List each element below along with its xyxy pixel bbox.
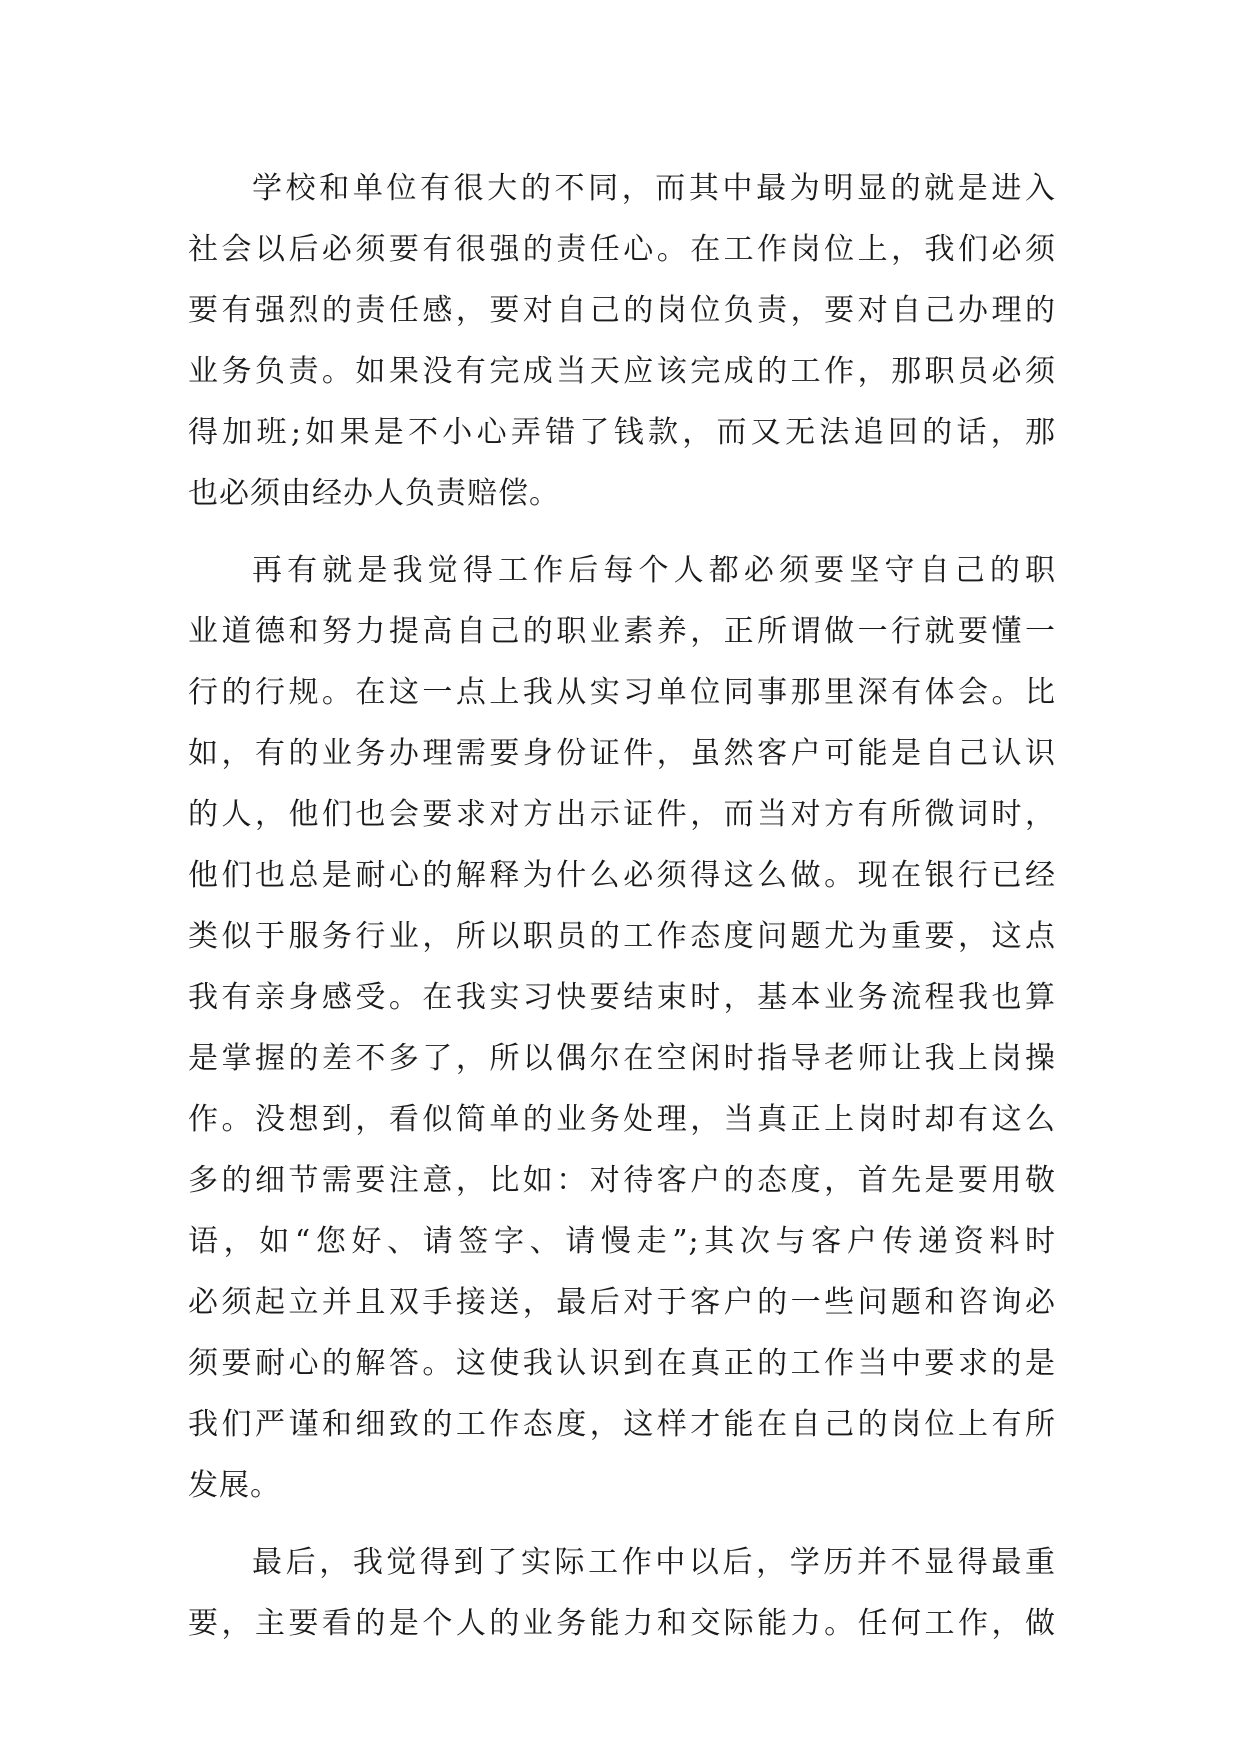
paragraph-spacing [188, 1516, 1056, 1532]
paragraph-line: 多的细节需要注意，比如：对待客户的态度，首先是要用敬 [188, 1163, 1056, 1198]
paragraph-line: 如，有的业务办理需要身份证件，虽然客户可能是自己认识 [188, 736, 1056, 771]
paragraph-2 [188, 540, 1056, 1516]
paragraph-line: 他们也总是耐心的解释为什么必须得这么做。现在银行已经 [188, 858, 1056, 893]
paragraph-line: 业道德和努力提高自己的职业素养，正所谓做一行就要懂一 [188, 614, 1056, 649]
paragraph-line: 的人，他们也会要求对方出示证件，而当对方有所微词时， [188, 797, 1056, 832]
paragraph-line: 须要耐心的解答。这使我认识到在真正的工作当中要求的是 [188, 1346, 1056, 1381]
paragraph-line: 是掌握的差不多了，所以偶尔在空闲时指导老师让我上岗操 [188, 1041, 1056, 1076]
paragraph-line: 学校和单位有很大的不同，而其中最为明显的就是进入 [252, 171, 1056, 206]
paragraph-line: 业务负责。如果没有完成当天应该完成的工作，那职员必须 [188, 354, 1056, 389]
paragraph-spacing [188, 524, 1056, 540]
paragraph-line: 我有亲身感受。在我实习快要结束时，基本业务流程我也算 [188, 980, 1056, 1015]
paragraph-line: 再有就是我觉得工作后每个人都必须要坚守自己的职 [252, 553, 1056, 588]
paragraph-1 [188, 158, 1056, 524]
paragraph-line: 社会以后必须要有很强的责任心。在工作岗位上，我们必须 [188, 232, 1056, 267]
paragraph-line: 得加班;如果是不小心弄错了钱款，而又无法追回的话，那 [188, 415, 1056, 450]
paragraph-line: 语，如“您好、请签字、请慢走”;其次与客户传递资料时 [188, 1224, 1056, 1259]
paragraph-line: 我们严谨和细致的工作态度，这样才能在自己的岗位上有所 [188, 1407, 1056, 1442]
paragraph-line: 要，主要看的是个人的业务能力和交际能力。任何工作，做 [188, 1606, 1056, 1641]
document-body [188, 158, 1056, 1654]
paragraph-line: 要有强烈的责任感，要对自己的岗位负责，要对自己办理的 [188, 293, 1056, 328]
paragraph-3 [188, 1532, 1056, 1654]
paragraph-line: 必须起立并且双手接送，最后对于客户的一些问题和咨询必 [188, 1285, 1056, 1320]
paragraph-line: 也必须由经办人负责赔偿。 [188, 476, 560, 511]
paragraph-line: 最后，我觉得到了实际工作中以后，学历并不显得最重 [252, 1545, 1056, 1580]
paragraph-line: 行的行规。在这一点上我从实习单位同事那里深有体会。比 [188, 675, 1056, 710]
paragraph-line: 发展。 [188, 1468, 281, 1503]
paragraph-line: 作。没想到，看似简单的业务处理，当真正上岗时却有这么 [188, 1102, 1056, 1137]
paragraph-line: 类似于服务行业，所以职员的工作态度问题尤为重要，这点 [188, 919, 1056, 954]
